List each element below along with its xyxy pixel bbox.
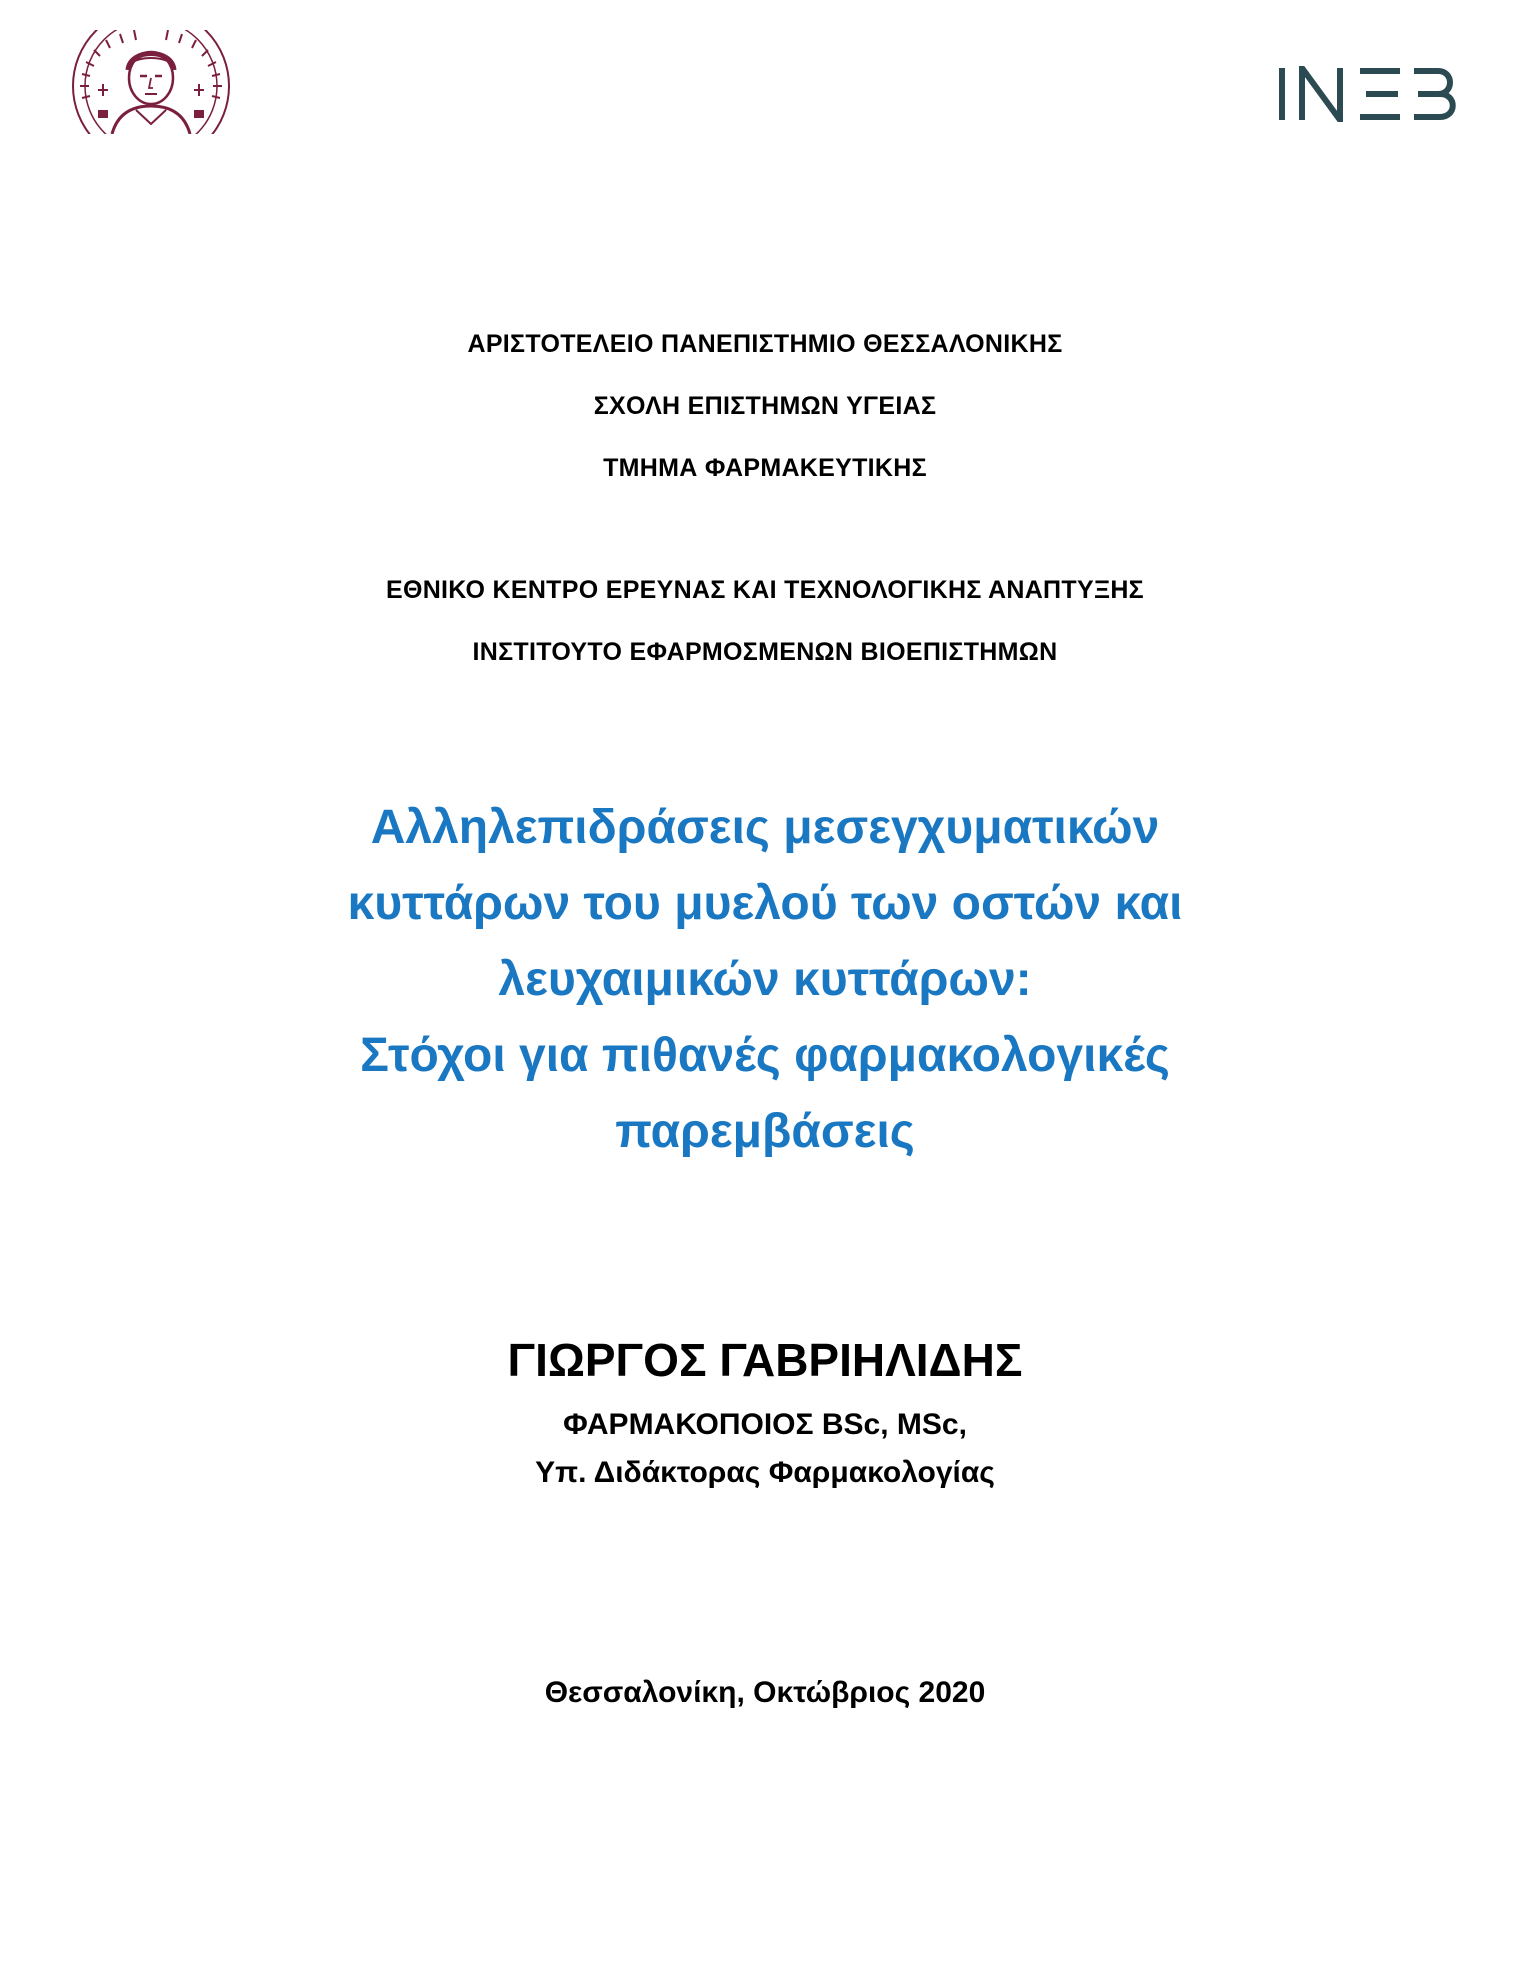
place-date: Θεσσαλονίκη, Οκτώβριος 2020 [544, 1676, 986, 1709]
thesis-title-line: Αλληλεπιδράσεις μεσεγχυματικών [370, 801, 1160, 854]
school-name: ΣΧΟΛΗ ΕΠΙΣΤΗΜΩΝ ΥΓΕΙΑΣ [593, 392, 937, 420]
author-position: Υπ. Διδάκτορας Φαρμακολογίας [535, 1456, 995, 1489]
research-centre-name: ΕΘΝΙΚΟ ΚΕΝΤΡΟ ΕΡΕΥΝΑΣ ΚΑΙ ΤΕΧΝΟΛΟΓΙΚΗΣ ΑΝΑΠΤΥΞΗΣ [385, 576, 1144, 604]
thesis-title-line: Στόχοι για πιθανές φαρμακολογικές [360, 1029, 1170, 1082]
author-name: ΓΙΩΡΓΟΣ ΓΑΒΡΙΗΛΙΔΗΣ [507, 1334, 1023, 1386]
thesis-title [0, 790, 1530, 1170]
ineb-logo-icon [1278, 66, 1458, 122]
university-seal-logo [68, 30, 234, 134]
thesis-title-line: κυττάρων του μυελού των οστών και [347, 877, 1183, 930]
department-name: ΤΜΗΜΑ ΦΑΡΜΑΚΕΥΤΙΚΗΣ [603, 454, 927, 482]
ineb-logo [1278, 66, 1458, 122]
seal-icon [68, 30, 234, 134]
university-name: ΑΡΙΣΤΟΤΕΛΕΙΟ ΠΑΝΕΠΙΣΤΗΜΙΟ ΘΕΣΣΑΛΟΝΙΚΗΣ [467, 330, 1063, 358]
author-degree: ΦΑΡΜΑΚΟΠΟΙΟΣ BSc, MSc, [563, 1408, 967, 1441]
institute-name: ΙΝΣΤΙΤΟΥΤΟ ΕΦΑΡΜΟΣΜΕΝΩΝ ΒΙΟΕΠΙΣΤΗΜΩΝ [472, 638, 1058, 666]
thesis-title-line: παρεμβάσεις [615, 1105, 915, 1158]
thesis-title-line: λευχαιμικών κυττάρων: [498, 953, 1032, 1006]
